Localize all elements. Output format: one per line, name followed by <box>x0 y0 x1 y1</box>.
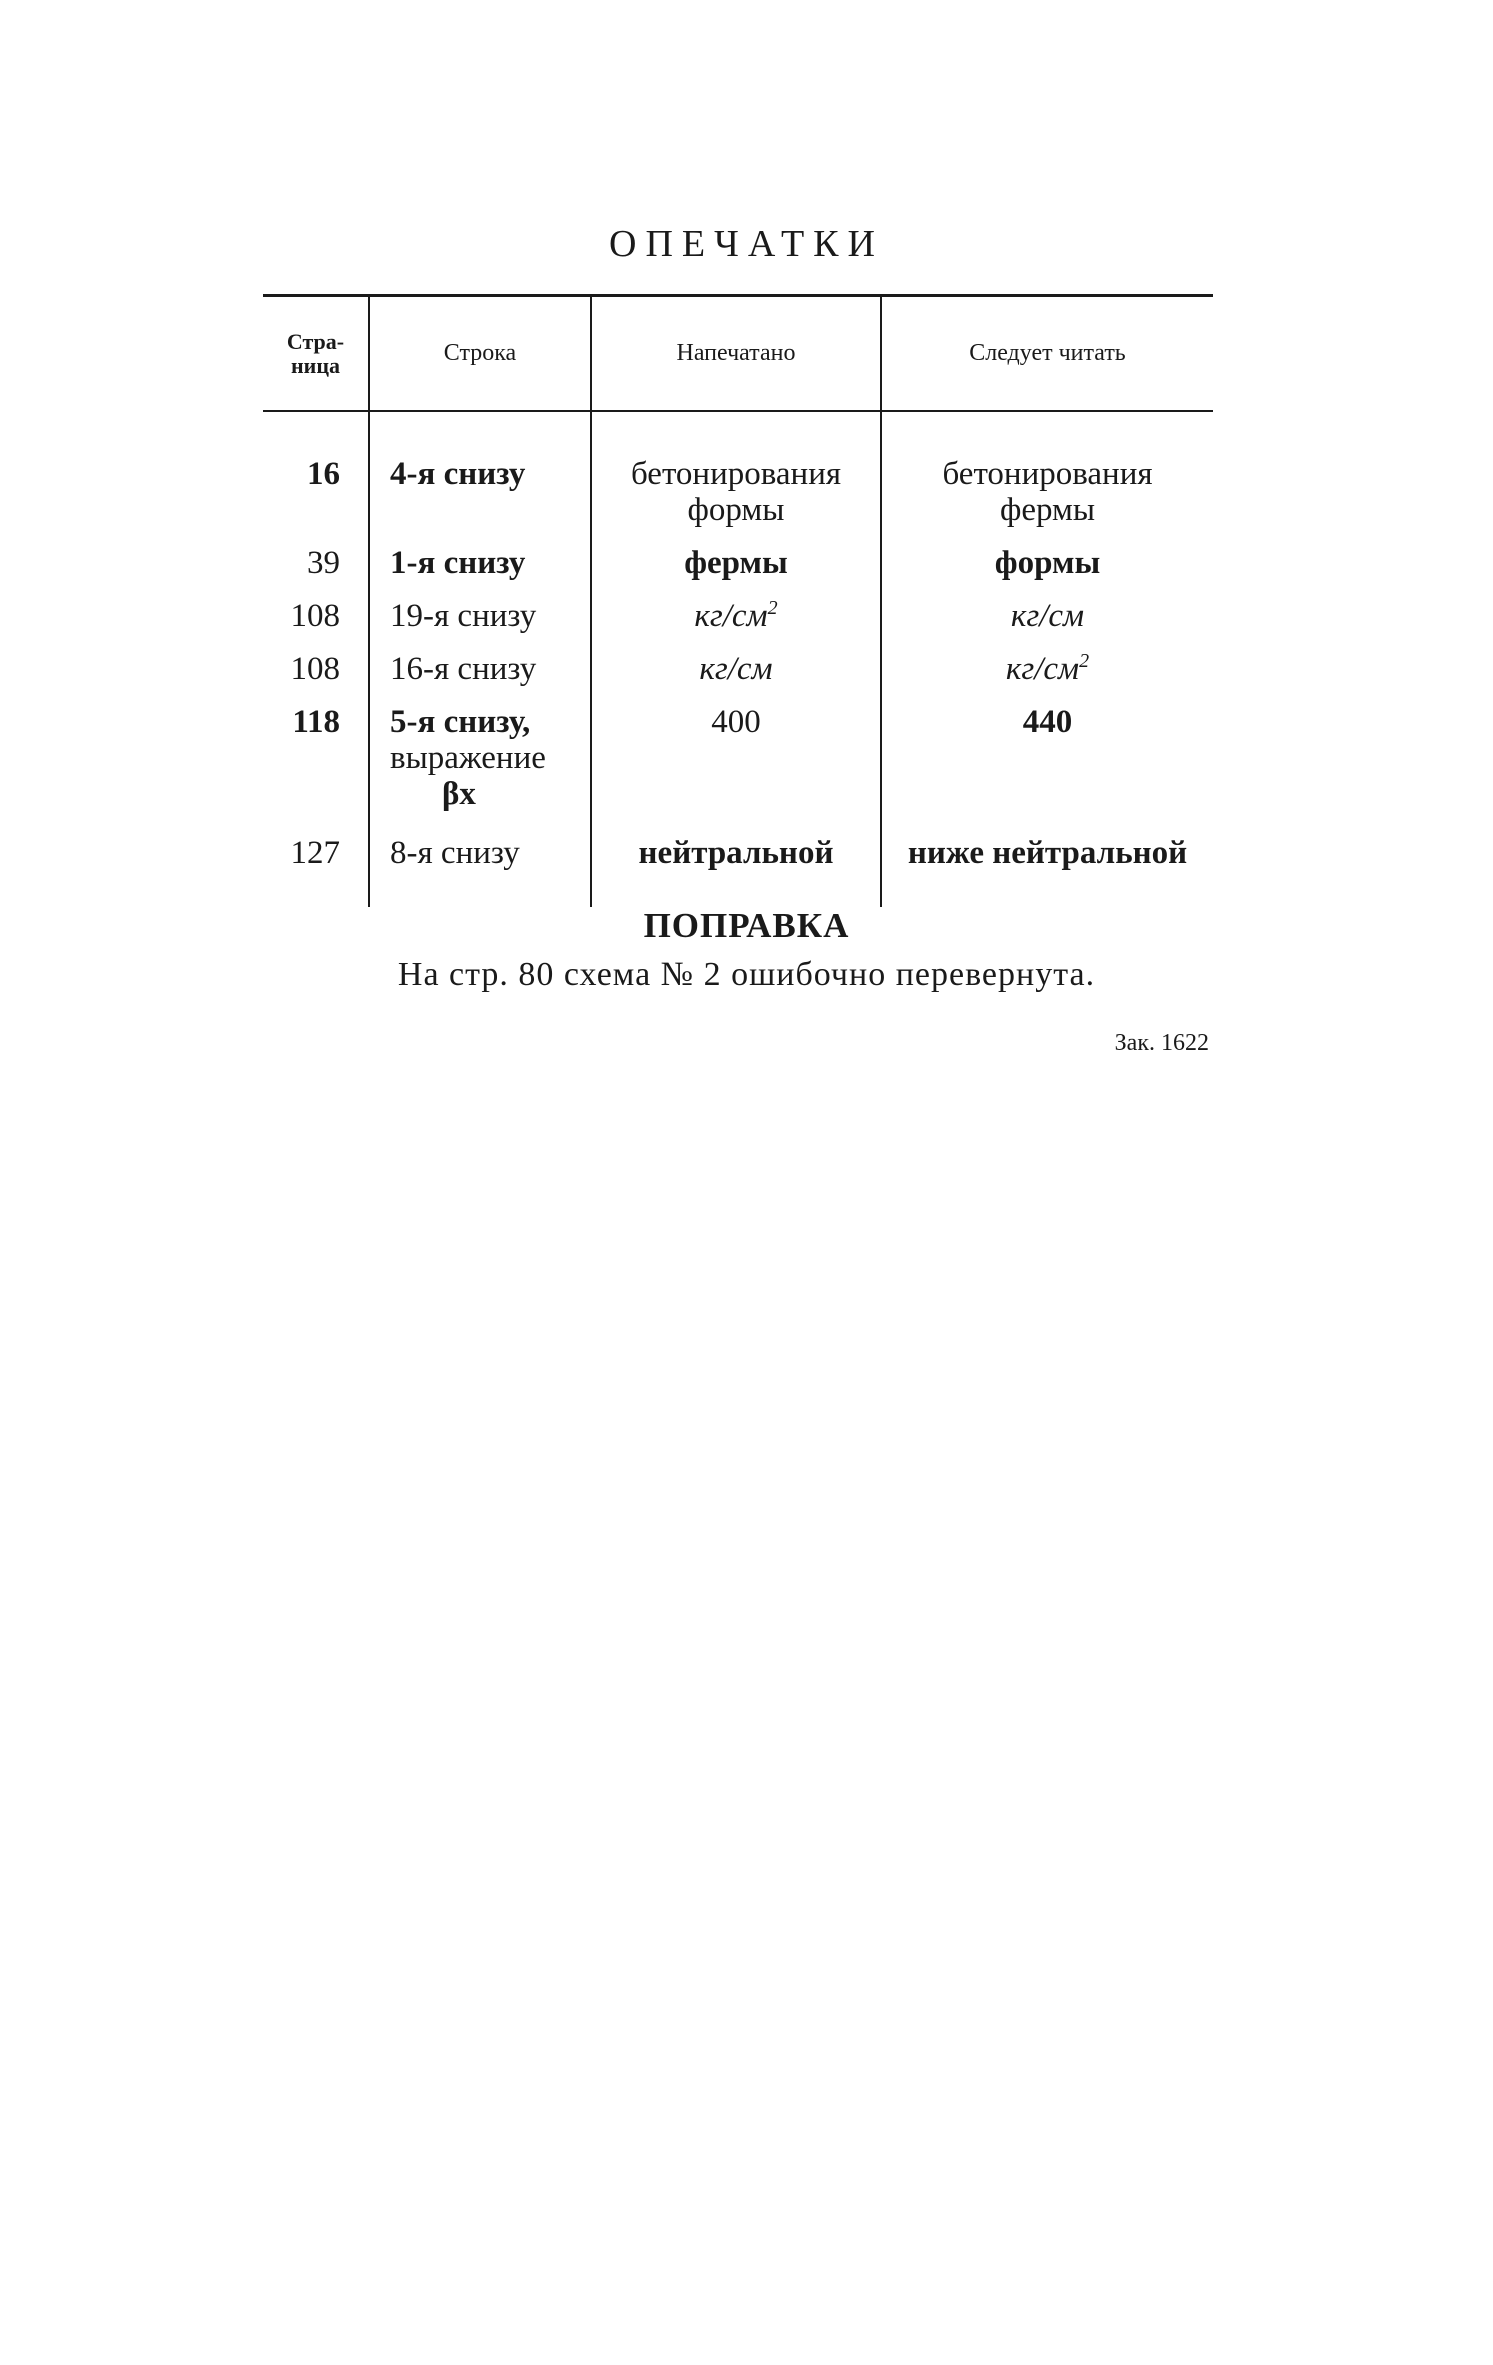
table-row <box>263 528 1213 581</box>
cell-should <box>881 634 1213 687</box>
table-row <box>263 411 1213 528</box>
cell-line-part2: выражение <box>390 740 546 776</box>
cell-should-line2: фермы <box>999 492 1096 528</box>
cell-should-line1: бетонирования <box>942 456 1153 492</box>
cell-should <box>881 411 1213 528</box>
table-row <box>263 812 1213 907</box>
cell-printed: нейтральной <box>591 812 881 907</box>
cell-should <box>881 581 1213 634</box>
cell-printed-superscript: 2 <box>767 597 778 619</box>
cell-should: ниже нейтральной <box>881 812 1213 907</box>
errata-table <box>263 294 1213 907</box>
cell-page: 108 <box>290 598 340 634</box>
order-note: Зак. 1622 <box>1114 1030 1209 1056</box>
cell-printed: фермы <box>591 528 881 581</box>
cell-line <box>369 687 591 812</box>
page-title: ОПЕЧАТКИ <box>609 223 884 265</box>
cell-line-part1: 5-я снизу, <box>390 704 531 740</box>
cell-printed: 400 <box>591 687 881 812</box>
cell-printed-unit: кг/см <box>694 598 768 634</box>
correction-text: На стр. 80 схема № 2 ошибочно перевернута. <box>397 956 1096 993</box>
cell-page: 39 <box>307 545 340 581</box>
header-page <box>263 296 369 412</box>
cell-line: 16-я снизу <box>369 634 591 687</box>
cell-printed-unit: кг/см <box>699 651 773 687</box>
cell-printed <box>591 411 881 528</box>
cell-line: 8-я снизу <box>369 812 591 907</box>
header-printed: Напечатано <box>591 296 881 412</box>
cell-page: 118 <box>292 704 340 740</box>
cell-line: 19-я снизу <box>369 581 591 634</box>
cell-line-part3: βx <box>442 776 476 812</box>
table-row <box>263 634 1213 687</box>
header-page-line1: Стра- <box>286 328 345 354</box>
cell-should-unit: кг/см <box>1010 598 1085 634</box>
header-should-read: Следует читать <box>881 296 1213 412</box>
cell-printed <box>591 634 881 687</box>
table-row <box>263 687 1213 812</box>
cell-should-unit: кг/см <box>1005 651 1080 687</box>
table-header-row <box>263 296 1213 412</box>
cell-page: 127 <box>290 835 340 871</box>
cell-printed-line1: бетонирования <box>630 456 842 492</box>
cell-printed-line2: формы <box>687 492 785 528</box>
header-line: Строка <box>369 296 591 412</box>
cell-should: 440 <box>881 687 1213 812</box>
correction-title: ПОПРАВКА <box>643 906 850 945</box>
cell-line: 4-я снизу <box>369 411 591 528</box>
cell-printed <box>591 581 881 634</box>
cell-page: 108 <box>290 651 340 687</box>
table-row <box>263 581 1213 634</box>
header-page-line2: ница <box>290 352 341 378</box>
cell-line: 1-я снизу <box>369 528 591 581</box>
cell-should-superscript: 2 <box>1079 650 1090 672</box>
cell-page: 16 <box>307 456 340 492</box>
cell-should: формы <box>881 528 1213 581</box>
